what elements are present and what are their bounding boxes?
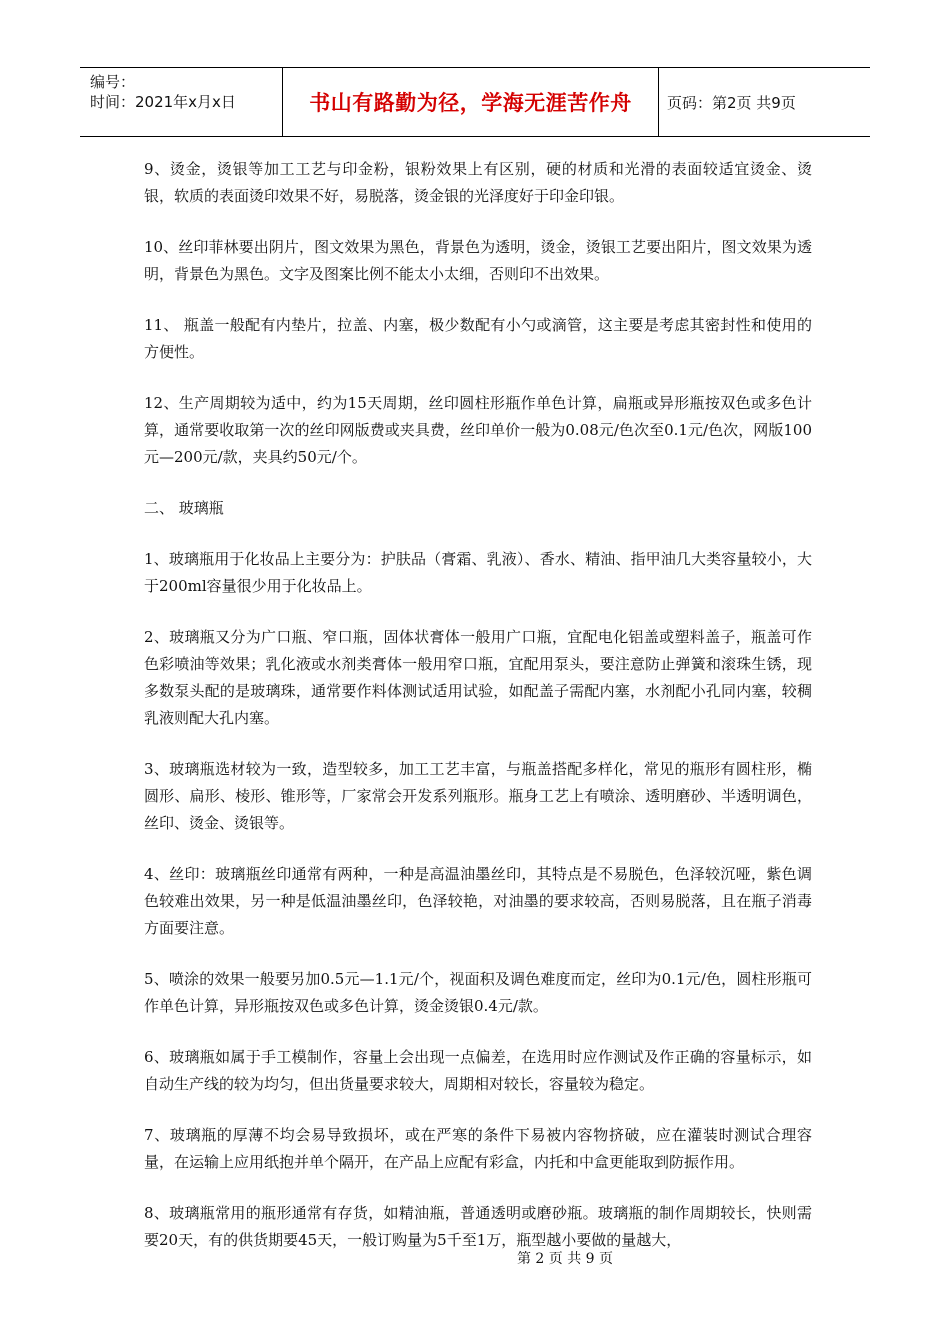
glass-paragraph-3: 3、玻璃瓶选材较为一致，造型较多，加工工艺丰富，与瓶盖搭配多样化，常见的瓶形有圆柱形，椭圆形、扁形、棱形、锥形等，厂家常会开发系列瓶形。瓶身工艺上有喷涂、透明磨砂、半透明调色，丝印、烫金、烫银等。: [144, 760, 812, 832]
glass-paragraph-4: 4、丝印：玻璃瓶丝印通常有两种，一种是高温油墨丝印，其特点是不易脱色，色泽较沉哑，紫色调色较难出效果，另一种是低温油墨丝印，色泽较艳，对油墨的要求较高，否则易脱落，且在瓶子消毒方面要注意。: [144, 865, 812, 937]
document-date-label: 时间：2021年x月x日: [90, 93, 236, 111]
document-number-label: 编号：: [90, 73, 136, 91]
page-footer: 第 2 页 共 9 页: [516, 1251, 614, 1267]
header-meta-cell: [80, 68, 283, 136]
glass-paragraph-7: 7、玻璃瓶的厚薄不均会易导致损坏，或在严寒的条件下易被内容物挤破，应在灌装时测试合理容量，在运输上应用纸抱并单个隔开，在产品上应配有彩盒，内托和中盒更能取到防振作用。: [144, 1126, 812, 1171]
document-body: [144, 156, 812, 1278]
glass-paragraph-5: 5、喷涂的效果一般要另加0.5元—1.1元/个，视面积及调色难度而定，丝印为0.1元/色，圆柱形瓶可作单色计算，异形瓶按双色或多色计算，烫金烫银0.4元/款。: [144, 970, 812, 1015]
section-heading-glass-bottle: 二、 玻璃瓶: [144, 499, 224, 517]
glass-paragraph-6: 6、玻璃瓶如属于手工模制作，容量上会出现一点偏差，在选用时应作测试及作正确的容量标示，如自动生产线的较为均匀，但出货量要求较大，周期相对较长，容量较为稳定。: [144, 1048, 812, 1093]
header-motto: 书山有路勤为径，学海无涯苦作舟: [283, 68, 659, 136]
header-page-info: 页码：第2页 共9页: [667, 93, 796, 112]
document-header: [80, 67, 870, 137]
paragraph-12: 12、生产周期较为适中，约为15天周期，丝印圆柱形瓶作单色计算，扁瓶或异形瓶按双色或多色计算，通常要收取第一次的丝印网版费或夹具费，丝印单价一般为0.08元/色次至0.1元/色次，网版100元—200元/款，夹具约50元/个。: [144, 394, 812, 466]
glass-paragraph-8: 8、玻璃瓶常用的瓶形通常有存货，如精油瓶，普通透明或磨砂瓶。玻璃瓶的制作周期较长，快则需要20天，有的供货期要45天，一般订购量为5千至1万，瓶型越小要做的量越大，: [144, 1204, 812, 1249]
glass-paragraph-1: 1、玻璃瓶用于化妆品上主要分为：护肤品（膏霜、乳液）、香水、精油、指甲油几大类容量较小，大于200ml容量很少用于化妆品上。: [144, 550, 812, 595]
paragraph-11: 11、 瓶盖一般配有内垫片，拉盖、内塞，极少数配有小勺或滴管，这主要是考虑其密封性和使用的方便性。: [144, 316, 812, 361]
glass-paragraph-2: 2、玻璃瓶又分为广口瓶、窄口瓶，固体状膏体一般用广口瓶，宜配电化铝盖或塑料盖子，瓶盖可作色彩喷油等效果；乳化液或水剂类膏体一般用窄口瓶，宜配用泵头，要注意防止弹簧和滚珠生锈，现多数泵头配的是玻璃珠，通常要作料体测试适用试验，如配盖子需配内塞，水剂配小孔同内塞，较稠乳液则配大孔内塞。: [144, 628, 812, 727]
paragraph-9: 9、烫金，烫银等加工工艺与印金粉，银粉效果上有区别，硬的材质和光滑的表面较适宜烫金、烫银，软质的表面烫印效果不好，易脱落，烫金银的光泽度好于印金印银。: [144, 160, 812, 205]
paragraph-10: 10、丝印菲林要出阴片，图文效果为黑色，背景色为透明，烫金，烫银工艺要出阳片，图文效果为透明，背景色为黑色。文字及图案比例不能太小太细，否则印不出效果。: [144, 238, 812, 283]
